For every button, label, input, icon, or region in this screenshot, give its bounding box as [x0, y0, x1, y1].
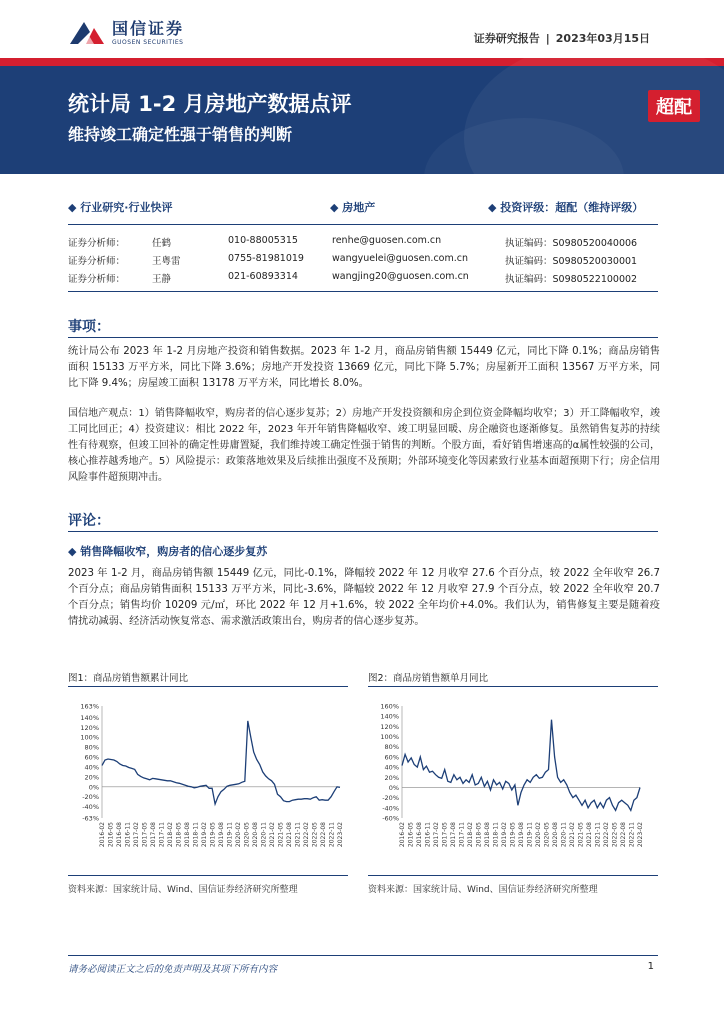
x-tick-label: 2017-08 — [450, 822, 457, 848]
x-tick-label: 2019-08 — [518, 822, 525, 848]
x-tick-label: 2020-08 — [552, 822, 559, 848]
y-tick-label: 40% — [84, 763, 99, 772]
analyst-phone: 0755-81981019 — [228, 253, 304, 264]
y-tick-label: -40% — [82, 803, 99, 812]
x-tick-label: 2020-05 — [543, 822, 551, 848]
y-tick-label: 140% — [80, 713, 99, 722]
y-tick-label: 140% — [380, 712, 399, 721]
x-tick-label: 2018-05 — [475, 822, 483, 848]
x-tick-label: 2020-11 — [560, 822, 568, 848]
x-tick-label: 2020-02 — [535, 822, 542, 848]
x-tick-label: 2019-11 — [526, 822, 534, 848]
report-date: 2023年03月15日 — [555, 32, 650, 45]
analyst-email[interactable]: wangjing20@guosen.com.cn — [332, 271, 469, 282]
x-tick-label: 2017-11 — [458, 822, 466, 848]
logo-chinese: 国信证券 — [112, 18, 185, 38]
x-tick-label: 2022-08 — [320, 822, 327, 848]
x-tick-label: 2018-08 — [184, 822, 191, 848]
comment-subhead: ◆ 销售降幅收窄，购房者的信心逐步复苏 — [68, 545, 268, 558]
x-tick-label: 2017-05 — [441, 822, 449, 848]
x-tick-label: 2018-05 — [175, 822, 183, 848]
y-tick-label: -63% — [82, 814, 99, 823]
y-tick-label: 160% — [380, 702, 399, 711]
company-logo — [68, 18, 184, 48]
analyst-code: 执证编码：S0980520040006 — [505, 238, 638, 249]
x-tick-label: 2019-02 — [501, 822, 508, 848]
logo-mark-icon — [68, 18, 106, 48]
figure2-caption: 图2：商品房销售额单月同比 — [368, 673, 489, 684]
x-tick-label: 2017-05 — [141, 822, 149, 848]
y-tick-label: 20% — [384, 773, 399, 782]
series-line — [402, 720, 640, 811]
x-tick-label: 2020-05 — [243, 822, 251, 848]
y-tick-label: -40% — [382, 804, 399, 813]
x-tick-label: 2022-02 — [303, 822, 310, 848]
report-meta — [474, 30, 650, 46]
y-tick-label: 60% — [384, 753, 399, 762]
analyst-email[interactable]: renhe@guosen.com.cn — [332, 235, 442, 246]
chart-sales-cumulative-yoy — [68, 700, 348, 868]
x-tick-label: 2017-08 — [150, 822, 157, 848]
page-number: 1 — [647, 961, 654, 972]
analyst-name: 任鹤 — [152, 238, 172, 249]
x-tick-label: 2018-02 — [467, 822, 474, 848]
x-tick-label: 2021-11 — [594, 822, 602, 848]
y-tick-label: 60% — [84, 753, 99, 762]
x-tick-label: 2020-02 — [235, 822, 242, 848]
analyst-row — [68, 235, 658, 253]
category-divider — [68, 224, 658, 225]
footer-disclaimer[interactable]: 请务必阅读正文之后的免责声明及其项下所有内容 — [68, 964, 278, 975]
y-tick-label: -60% — [382, 814, 399, 823]
analyst-role: 证券分析师： — [68, 238, 126, 249]
figure2-rule — [368, 686, 658, 687]
y-tick-label: -20% — [82, 793, 99, 802]
x-tick-label: 2019-11 — [226, 822, 234, 848]
x-tick-label: 2022-11 — [628, 822, 636, 848]
x-tick-label: 2016-02 — [399, 822, 406, 848]
y-tick-label: -20% — [382, 794, 399, 803]
analyst-phone: 021-60893314 — [228, 271, 298, 282]
analyst-role: 证券分析师： — [68, 274, 126, 285]
x-tick-label: 2022-05 — [311, 822, 319, 848]
y-tick-label: 120% — [380, 722, 399, 731]
section-rule-event — [68, 337, 658, 338]
x-tick-label: 2021-02 — [269, 822, 276, 848]
chart-sales-monthly-yoy — [368, 700, 648, 868]
y-tick-label: 20% — [84, 773, 99, 782]
top-bar — [0, 0, 724, 58]
x-tick-label: 2016-08 — [116, 822, 123, 848]
x-tick-label: 2018-02 — [167, 822, 174, 848]
figure2-source: 资料来源：国家统计局、Wind、国信证券经济研究所整理 — [368, 885, 598, 895]
x-tick-label: 2017-02 — [133, 822, 140, 848]
analyst-code: 执证编码：S0980520030001 — [505, 256, 638, 267]
x-tick-label: 2020-08 — [252, 822, 259, 848]
x-tick-label: 2020-11 — [260, 822, 268, 848]
analyst-email[interactable]: wangyuelei@guosen.com.cn — [332, 253, 469, 264]
analyst-row — [68, 271, 658, 289]
report-title: 统计局 1-2 月房地产数据点评 — [68, 92, 352, 116]
y-tick-label: 80% — [84, 743, 99, 752]
comment-paragraph: 2023 年 1-2 月，商品房销售额 15449 亿元，同比-0.1%，降幅较 2022 年 12 月收窄 27.6 个百分点，较 2022 全年收窄 26.7 个百分点；商品房销售面积 15133 万平方米，同比-3.6%，降幅较 2022 年 12 月收窄 27.9 个百分点，较 2022 全年收窄 20.7 个百分点；销售均价 10209 元/㎡，环比 2022 年 12 月+1.6%，较 2022 全年均价+4.0%。我们认为，销售修复主要是随着疫情扰动减弱、经济活动恢复常态、需求激活政策出台，购房者的信心逐步复苏。 — [68, 568, 660, 627]
x-tick-label: 2023-02 — [337, 822, 344, 848]
x-tick-label: 2022-11 — [328, 822, 336, 848]
x-tick-label: 2016-08 — [416, 822, 423, 848]
y-tick-label: 80% — [384, 743, 399, 752]
figure1-bottom-rule — [68, 875, 348, 876]
view-paragraph: 国信地产观点：1）销售降幅收窄，购房者的信心逐步复苏；2）房地产开发投资额和房企到位资金降幅均收窄；3）开工降幅收窄，竣工同比回正；4）投资建议：相比 2022 年，2023 年开年销售降幅收窄、竣工明显回暖、房企融资也逐渐修复。虽然销售复苏的持续性有待观察，但竣工回补的确定性毋庸置疑，我们维持竣工确定性强于销售的判断。个股方面，看好销售增速高的α属性较强的公司，核心推荐越秀地产。5）风险提示：政策落地效果及后续推出强度不及预期；外部环境变化等因素致行业基本面超预期下行；房企信用风险事件超预期冲击。 — [68, 408, 660, 483]
y-tick-label: 163% — [80, 702, 99, 711]
section-title-comment: 评论： — [68, 513, 110, 529]
x-tick-label: 2021-11 — [294, 822, 302, 848]
x-tick-label: 2019-02 — [201, 822, 208, 848]
section-title-event: 事项： — [68, 319, 110, 335]
figure1-rule — [68, 686, 348, 687]
x-tick-label: 2019-05 — [509, 822, 517, 848]
x-tick-label: 2022-05 — [611, 822, 619, 848]
y-tick-label: 100% — [380, 733, 399, 742]
x-tick-label: 2022-02 — [603, 822, 610, 848]
x-tick-label: 2021-08 — [586, 822, 593, 848]
y-tick-label: 0% — [388, 783, 399, 792]
analyst-name: 王静 — [152, 274, 172, 285]
x-tick-label: 2022-08 — [620, 822, 627, 848]
x-tick-label: 2021-08 — [286, 822, 293, 848]
x-tick-label: 2021-05 — [577, 822, 585, 848]
analyst-table — [68, 235, 658, 289]
analyst-divider — [68, 291, 658, 292]
x-tick-label: 2018-08 — [484, 822, 491, 848]
x-tick-label: 2019-08 — [218, 822, 225, 848]
x-tick-label: 2016-11 — [424, 822, 432, 848]
logo-english: GUOSEN SECURITIES — [112, 38, 184, 46]
x-tick-label: 2017-11 — [158, 822, 166, 848]
y-tick-label: 120% — [80, 723, 99, 732]
x-tick-label: 2016-02 — [99, 822, 106, 848]
category-rating: ◆ 投资评级：超配（维持评级） — [488, 201, 644, 214]
x-tick-label: 2019-05 — [209, 822, 217, 848]
x-tick-label: 2018-11 — [192, 822, 200, 848]
section-rule-comment — [68, 531, 658, 532]
report-subtitle: 维持竣工确定性强于销售的判断 — [68, 125, 293, 144]
category-row — [68, 199, 658, 217]
analyst-name: 王粤雷 — [152, 256, 181, 267]
x-tick-label: 2023-02 — [637, 822, 644, 848]
analyst-code: 执证编码：S0980522100002 — [505, 274, 638, 285]
x-tick-label: 2018-11 — [492, 822, 500, 848]
category-industry: ◆ 房地产 — [330, 201, 376, 214]
figure2-bottom-rule — [368, 875, 658, 876]
figure1-source: 资料来源：国家统计局、Wind、国信证券经济研究所整理 — [68, 885, 298, 895]
analyst-row — [68, 253, 658, 271]
x-tick-label: 2016-11 — [124, 822, 132, 848]
x-tick-label: 2017-02 — [433, 822, 440, 848]
category-research: ◆ 行业研究·行业快评 — [68, 201, 173, 214]
figure1-caption: 图1：商品房销售额累计同比 — [68, 673, 189, 684]
x-tick-label: 2016-05 — [407, 822, 415, 848]
rating-badge: 超配 — [648, 90, 700, 122]
analyst-phone: 010-88005315 — [228, 235, 298, 246]
series-line — [102, 721, 340, 804]
analyst-role: 证券分析师： — [68, 256, 126, 267]
report-type: 证券研究报告 — [473, 32, 540, 45]
y-tick-label: 40% — [384, 763, 399, 772]
x-tick-label: 2021-05 — [277, 822, 285, 848]
event-paragraph: 统计局公布 2023 年 1-2 月房地产投资和销售数据。2023 年 1-2 月，商品房销售额 15449 亿元，同比下降 0.1%；商品房销售面积 15133 万平方米，同比下降 3.6%；房地产开发投资 13669 亿元，同比下降 5.7%；房屋新开工面积 13567 万平方米，同比下降 9.4%；房屋竣工面积 13178 万平方米，同比增长 8.0%。 — [68, 346, 660, 389]
footer-rule — [68, 955, 658, 956]
y-tick-label: 100% — [80, 733, 99, 742]
y-tick-label: 0% — [88, 783, 99, 792]
meta-separator: | — [545, 32, 550, 45]
x-tick-label: 2021-02 — [569, 822, 576, 848]
x-tick-label: 2016-05 — [107, 822, 115, 848]
